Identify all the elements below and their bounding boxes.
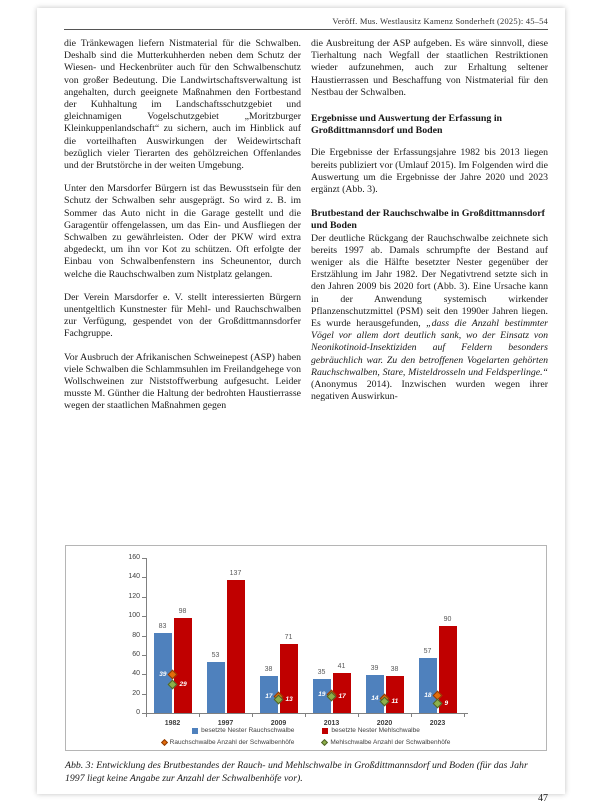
paragraph: Unter den Marsdorfer Bürgern ist das Bewusstsein für den Schutz der Schwalben sehr ausgeprägt. So wird z. B. im Sommer das Auto nicht in die Garage gestellt und die Garagentür offengelassen, um das Ein- und Ausfliegen der Schwalben zu gewährleisten. Oder der PKW wird extra abgedeckt, um ihn vor Kot zu schützen. Oft erfolgte der Einbau von Schwalbenfenstern ins Scheunentor, durch welche die Rauchschwalben zum Nistplatz gelangen. bbox=[64, 183, 301, 280]
y-tick-label: 60 bbox=[132, 650, 140, 658]
y-tick-label: 120 bbox=[128, 592, 140, 600]
paragraph: die Tränkewagen liefern Nistmaterial für die Schwalben. Deshalb sind die Mutterkuhherden neben dem Schutz der Wiesen- und Heckenbrüter auch für den Schwalbenschutz von großer Bedeutung. Die Landwirtschaftsverwaltung ist angehalten, durch geeignete Maßnahmen den Fortbestand der Kuhhaltung im Landschaftsschutzgebiet und gleichnamigen Vogelschutzgebiet „Moritzburger Kleinkuppenlandschaft“ zu sichern, auch im Hinblick auf die vorteilhaften Auswirkungen der Weidewirtschaft bezüglich vieler Tierarten des gehölzreichen Offenlandes und der Brutstörche in der weiten Umgebung. bbox=[64, 38, 301, 172]
x-category-label: 1997 bbox=[217, 720, 234, 727]
x-category-label: 2020 bbox=[376, 720, 393, 727]
legend-row-scatter bbox=[66, 739, 546, 746]
chart-plot-area bbox=[66, 546, 546, 750]
y-tick-label: 40 bbox=[132, 670, 140, 678]
paragraph: Der Verein Marsdorfer e. V. stellt interessierten Bürgern unentgeltlich Kunstnester für Mehl- und Rauchschwalben zur Verfügung, gespendet von der Großdittmannsdorfer Fachgruppe. bbox=[64, 291, 301, 340]
y-tick-label: 80 bbox=[132, 631, 140, 639]
scatter-value-label: 29 bbox=[179, 680, 187, 688]
paragraph-text: Der deutliche Rückgang der Rauchschwalbe zeichnete sich bereits 1997 ab. Damals schrumpfte der Bestand auf weniger als die Hälfte besetzter Nester gegenüber der Erstzählung im Jahr 1982. Der Negativtrend setzte sich in den Jahren 2009 bis 2020 fort (Abb. 3). Eine Ursache kann in der Anwendung systemisch wirkender Pflanzenschutzmittel (PSM) seit den 1990er Jahren liegen. Es wurde herausgefunden, bbox=[311, 232, 548, 330]
bar bbox=[174, 618, 192, 713]
scatter-value-label: 39 bbox=[159, 671, 167, 679]
bar-value-label: 137 bbox=[229, 570, 242, 578]
x-tick-mark bbox=[358, 713, 359, 717]
legend-square-swatch bbox=[322, 728, 328, 734]
legend-item bbox=[162, 739, 295, 746]
scatter-value-label: 18 bbox=[424, 691, 432, 699]
y-tick-mark bbox=[142, 655, 146, 656]
sub-heading: Brutbestand der Rauchschwalbe in Großdittmannsdorf und Boden bbox=[311, 208, 545, 232]
bar-value-label: 41 bbox=[337, 663, 346, 671]
y-tick-mark bbox=[142, 577, 146, 578]
quoted-text: „dass die Anzahl bestimmter Vögel vor allem dort deutlich sank, wo der Einsatz von Neonikotinoid-Insektiziden auf Feldern besonders gebräuchlich war. Zu den betroffenen Vogelarten gehörten Rauchschwalben, Stare, Misteldrosseln und Feldsperlinge.“ bbox=[311, 318, 548, 378]
x-tick-mark bbox=[464, 713, 465, 717]
x-category-label: 2023 bbox=[429, 720, 446, 727]
y-tick-label: 0 bbox=[136, 709, 140, 716]
bar-value-label: 71 bbox=[284, 634, 293, 642]
x-tick-mark bbox=[252, 713, 253, 717]
bar-value-label: 38 bbox=[264, 666, 273, 674]
figure-caption: Abb. 3: Entwicklung des Brutbestandes der Rauch- und Mehlschwalbe in Großdittmannsdorf und Boden (für das Jahr 1997 liegt keine Angabe zur Anzahl der Schwalbenhöfe vor). bbox=[65, 760, 528, 784]
y-tick-mark bbox=[142, 636, 146, 637]
right-column bbox=[311, 38, 548, 532]
bar-value-label: 38 bbox=[390, 666, 399, 674]
paragraph bbox=[311, 233, 548, 404]
paragraph: die Ausbreitung der ASP aufgeben. Es wäre sinnvoll, diese Tierhaltung nach Wegfall der staatlichen Restriktionen wieder aufzunehmen, auch zur Erhaltung seltener Haustierrassen und Beschaffung von Nistmaterial für den Nestbau der Schwalben. bbox=[311, 38, 548, 98]
scatter-value-label: 13 bbox=[285, 696, 293, 704]
y-tick-label: 100 bbox=[128, 612, 140, 620]
y-axis bbox=[146, 558, 147, 714]
legend-label: Rauchschwalbe Anzahl der Schwalbenhöfe bbox=[169, 739, 295, 746]
scatter-value-label: 11 bbox=[391, 698, 399, 706]
y-tick-label: 160 bbox=[128, 554, 140, 561]
x-tick-mark bbox=[305, 713, 306, 717]
y-tick-label: 20 bbox=[132, 689, 140, 697]
text-columns bbox=[64, 38, 548, 532]
bar-value-label: 35 bbox=[317, 669, 326, 677]
scatter-value-label: 17 bbox=[338, 692, 346, 700]
x-category-label: 2009 bbox=[270, 720, 287, 727]
legend-diamond-swatch bbox=[321, 739, 328, 746]
legend-square-swatch bbox=[192, 728, 198, 734]
header-rule bbox=[64, 29, 548, 30]
scatter-value-label: 17 bbox=[265, 692, 273, 700]
y-tick-mark bbox=[142, 674, 146, 675]
y-tick-mark bbox=[142, 616, 146, 617]
legend-item bbox=[192, 727, 294, 734]
bar-value-label: 90 bbox=[443, 615, 452, 623]
paragraph-text: (Anonymus 2014). Inzwischen wurden wegen ihrer negativen Auswirkun- bbox=[311, 379, 548, 403]
x-category-label: 1982 bbox=[164, 720, 181, 727]
y-tick-label: 140 bbox=[128, 573, 140, 581]
y-tick-mark bbox=[142, 694, 146, 695]
legend-label: Mehlschwalbe Anzahl der Schwalbenhöfe bbox=[330, 739, 451, 746]
bar bbox=[227, 580, 245, 713]
figure-3-bar-chart bbox=[65, 545, 547, 751]
bar bbox=[386, 676, 404, 713]
scatter-value-label: 19 bbox=[318, 690, 326, 698]
scatter-value-label: 14 bbox=[371, 695, 379, 703]
x-tick-mark bbox=[199, 713, 200, 717]
legend-item bbox=[322, 727, 420, 734]
journal-header-line: Veröff. Mus. Westlausitz Kamenz Sonderheft (2025): 45–54 bbox=[332, 16, 548, 26]
paragraph: Die Ergebnisse der Erfassungsjahre 1982 bis 2013 liegen bereits publiziert vor (Umlauf 2015). Im Folgenden wird die Auswertung um die Ergebnisse der Jahre 2020 und 2023 ergänzt (Abb. 3). bbox=[311, 147, 548, 196]
y-tick-mark bbox=[142, 597, 146, 598]
legend-row-bars bbox=[66, 727, 546, 734]
x-axis bbox=[146, 713, 468, 714]
bar-value-label: 98 bbox=[178, 608, 187, 616]
legend-label: besetzte Nester Mehlschwalbe bbox=[331, 727, 420, 734]
legend-label: besetzte Nester Rauchschwalbe bbox=[201, 727, 295, 734]
paragraph: Vor Ausbruch der Afrikanischen Schweinepest (ASP) haben viele Schwalben die Schlammsuhlen im Freilandgehege von Wollschweinen zur Niststoffwerbung aufgesucht. Leider musste M. Günther die Haltung der bedrohten Haustierrasse wegen der staatlichen Maßnahmen gegen bbox=[64, 351, 301, 412]
x-category-label: 2013 bbox=[323, 720, 340, 727]
legend-diamond-swatch bbox=[161, 739, 168, 746]
section-heading: Ergebnisse und Auswertung der Erfassung in Großdittmannsdorf und Boden bbox=[311, 113, 503, 137]
bar-value-label: 39 bbox=[370, 665, 379, 673]
bar-value-label: 53 bbox=[211, 651, 220, 659]
x-tick-mark bbox=[411, 713, 412, 717]
legend-item bbox=[322, 739, 450, 746]
page-number: 47 bbox=[538, 793, 548, 804]
bar bbox=[207, 662, 225, 713]
journal-page bbox=[37, 8, 565, 804]
x-tick-mark bbox=[146, 713, 147, 717]
bar-value-label: 57 bbox=[423, 647, 432, 655]
scatter-value-label: 9 bbox=[444, 700, 449, 708]
bar-value-label: 83 bbox=[158, 622, 167, 630]
left-column bbox=[64, 38, 301, 532]
bar bbox=[366, 675, 384, 713]
y-tick-mark bbox=[142, 558, 146, 559]
